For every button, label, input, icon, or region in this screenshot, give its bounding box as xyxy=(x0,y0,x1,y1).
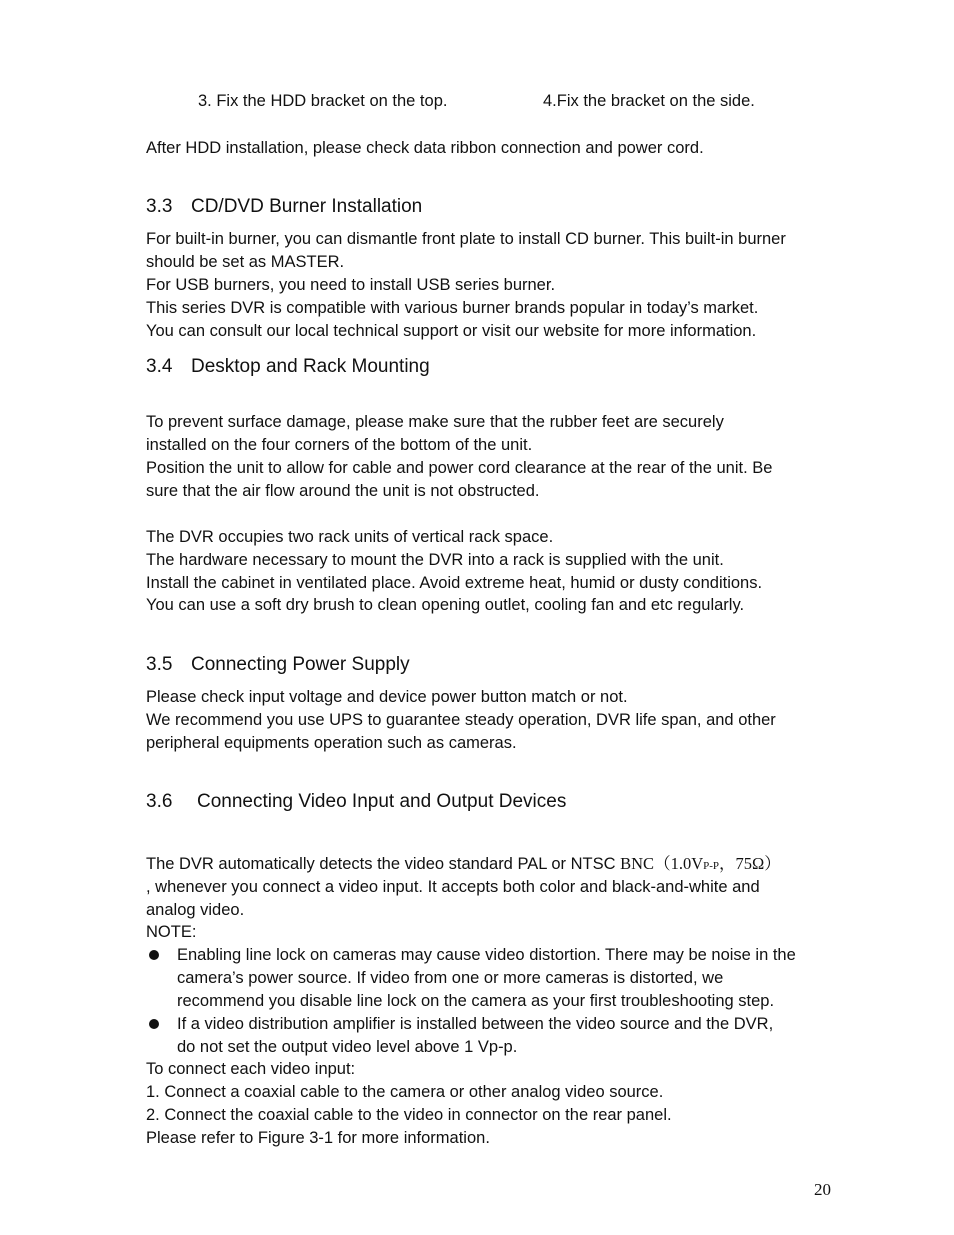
bnc-spec: BNC（1.0V xyxy=(620,854,704,873)
paragraph-line: should be set as MASTER. xyxy=(146,253,345,271)
section-title: CD/DVD Burner Installation xyxy=(190,196,423,217)
paragraph-line: To prevent surface damage, please make sure that the rubber feet are securely xyxy=(146,413,724,431)
paragraph-line: 1. Connect a coaxial cable to the camera or other analog video source. xyxy=(146,1083,664,1101)
section-title: Desktop and Rack Mounting xyxy=(190,356,430,377)
paragraph-line: For built-in burner, you can dismantle front plate to install CD burner. This built-in burner xyxy=(146,230,786,248)
section-3-4-heading xyxy=(146,355,430,379)
paragraph-line: You can consult our local technical support or visit our website for more information. xyxy=(146,322,757,340)
bullet-dot-icon xyxy=(149,1019,159,1029)
section-number: 3.4 xyxy=(146,356,173,377)
paragraph-line: Please refer to Figure 3-1 for more information. xyxy=(146,1129,490,1147)
section-3-3-heading xyxy=(146,195,422,219)
section-number: 3.6 xyxy=(146,791,173,812)
paragraph-line: analog video. xyxy=(146,901,245,919)
note-label: NOTE: xyxy=(146,923,197,941)
section-title: Connecting Video Input and Output Devices xyxy=(196,791,567,812)
paragraph-line: The hardware necessary to mount the DVR into a rack is supplied with the unit. xyxy=(146,551,724,569)
paragraph-line: We recommend you use UPS to guarantee steady operation, DVR life span, and other xyxy=(146,711,776,729)
section-number: 3.5 xyxy=(146,654,173,675)
paragraph-line: installed on the four corners of the bottom of the unit. xyxy=(146,436,533,454)
bullet-line: recommend you disable line lock on the camera as your first troubleshooting step. xyxy=(177,992,775,1010)
section-3-6-heading xyxy=(146,790,566,814)
paragraph-line: peripheral equipments operation such as cameras. xyxy=(146,734,517,752)
section-number: 3.3 xyxy=(146,196,173,217)
paragraph-line: sure that the air flow around the unit is not obstructed. xyxy=(146,482,540,500)
paragraph-line: Position the unit to allow for cable and power cord clearance at the rear of the unit. Be xyxy=(146,459,773,477)
bullet-dot-icon xyxy=(149,950,159,960)
bnc-spec-impedance: ，75Ω） xyxy=(719,854,781,873)
section-title: Connecting Power Supply xyxy=(190,654,410,675)
step-3-text: 3. Fix the HDD bracket on the top. xyxy=(198,92,448,110)
video-intro-line xyxy=(146,852,781,878)
bullet-line: do not set the output video level above 1 Vp-p. xyxy=(177,1038,518,1056)
paragraph-line: , whenever you connect a video input. It accepts both color and black-and-white and xyxy=(146,878,760,896)
paragraph-line: You can use a soft dry brush to clean opening outlet, cooling fan and etc regularly. xyxy=(146,596,745,614)
intro-text: The DVR automatically detects the video standard PAL or NTSC xyxy=(146,855,621,873)
bullet-line: If a video distribution amplifier is installed between the video source and the DVR, xyxy=(177,1015,774,1033)
paragraph-line: This series DVR is compatible with various burner brands popular in today’s market. xyxy=(146,299,759,317)
paragraph-line: Please check input voltage and device power button match or not. xyxy=(146,688,628,706)
bullet-line: camera’s power source. If video from one or more cameras is distorted, we xyxy=(177,969,724,987)
paragraph-line: For USB burners, you need to install USB series burner. xyxy=(146,276,556,294)
bullet-line: Enabling line lock on cameras may cause video distortion. There may be noise in the xyxy=(177,946,796,964)
paragraph-line: To connect each video input: xyxy=(146,1060,356,1078)
after-hdd-text: After HDD installation, please check data ribbon connection and power cord. xyxy=(146,139,704,157)
paragraph-line: 2. Connect the coaxial cable to the video in connector on the rear panel. xyxy=(146,1106,672,1124)
paragraph-line: Install the cabinet in ventilated place. Avoid extreme heat, humid or dusty conditions. xyxy=(146,574,763,592)
paragraph-line: The DVR occupies two rack units of vertical rack space. xyxy=(146,528,554,546)
page-number: 20 xyxy=(814,1180,831,1199)
section-3-5-heading xyxy=(146,653,410,677)
step-4-text: 4.Fix the bracket on the side. xyxy=(543,92,755,110)
bnc-spec-subscript: P-P xyxy=(703,860,720,872)
